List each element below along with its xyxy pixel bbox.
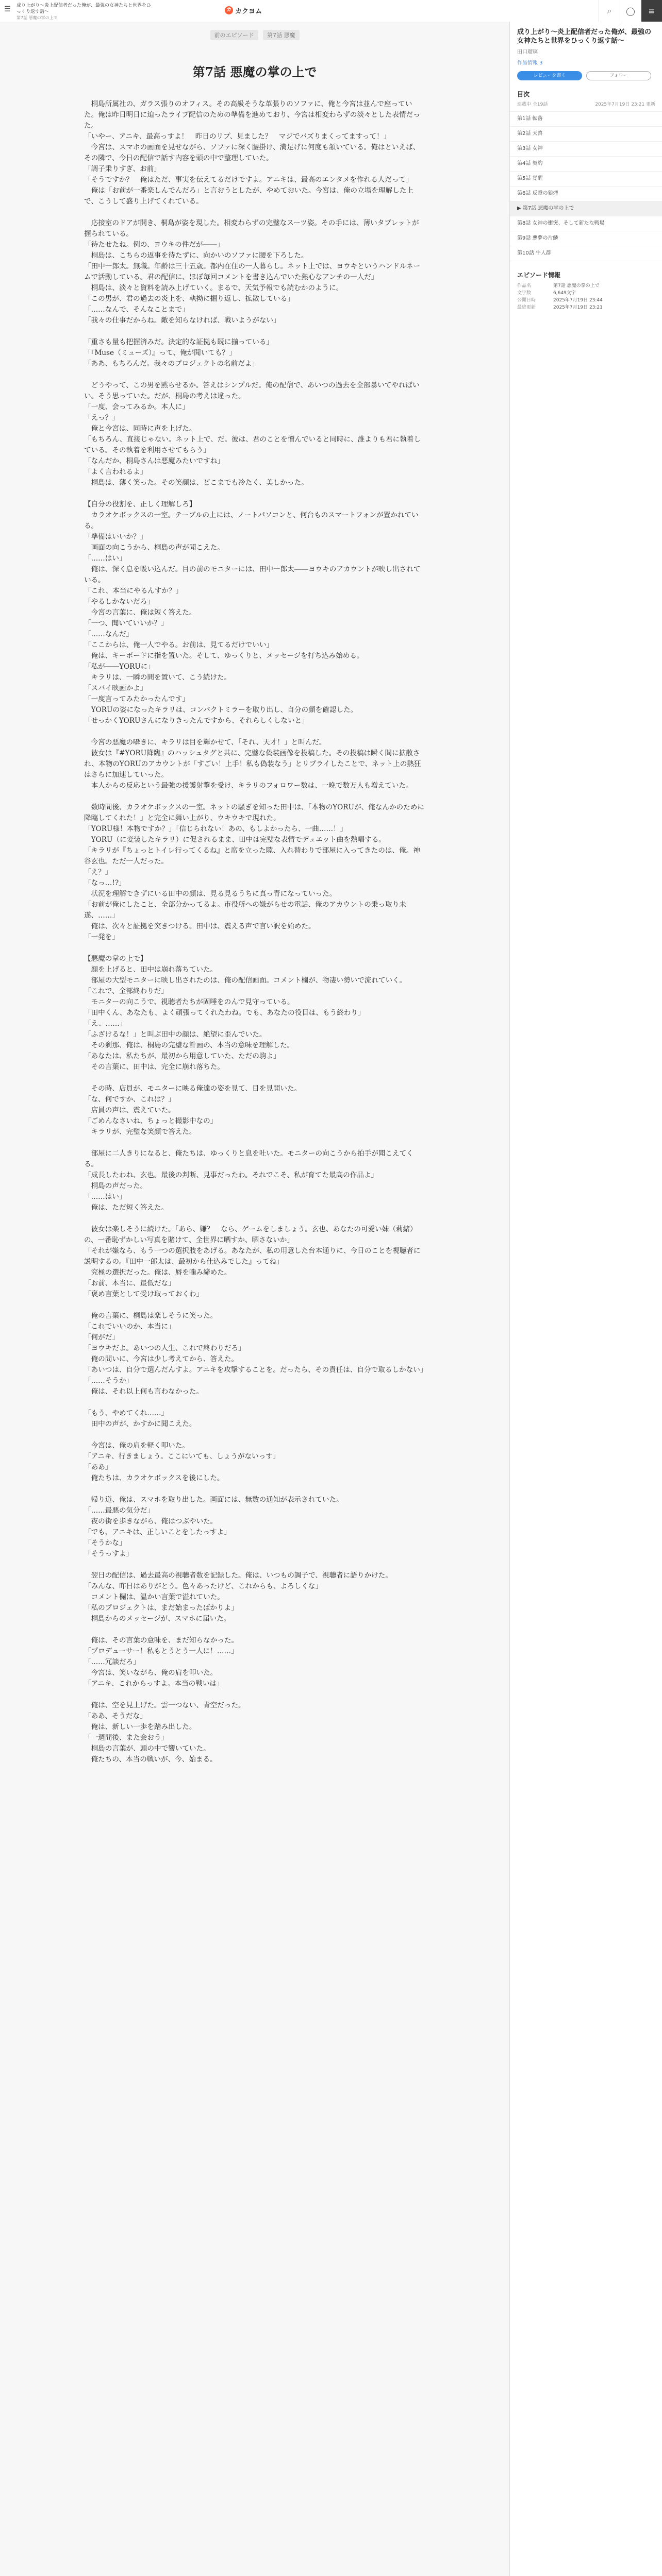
body-paragraph: 「……そうか」 [84,1377,134,1385]
toc-item[interactable]: 第1話 転落 [510,112,662,127]
body-paragraph: 究極の選択だった。俺は、唇を噛み締めた。 [84,1268,231,1277]
info-value: 第7話 悪魔の掌の上で [553,283,600,289]
sidebar [509,22,662,2576]
info-key: 作品名 [517,283,532,289]
body-paragraph: カラオケボックスの一室。テーブルの上には、ノートパソコンと、何台ものスマートフォンが置かれている。 [84,511,419,530]
breadcrumb [0,30,509,40]
body-paragraph: 「何がだ」 [84,1333,119,1342]
body-paragraph: キラリは、一瞬の間を置いて、こう続けた。 [84,673,231,682]
body-paragraph: 「な、何ですか、これは？」 [84,1095,175,1104]
blank-line [84,1397,425,1408]
body-paragraph: 桐島の言葉が、頭の中で響いていた。 [84,1744,210,1753]
body-paragraph: 「やるしかないだろ」 [84,598,154,606]
body-paragraph: 「……最悪の気分だ」 [84,1506,154,1515]
body-paragraph: 「そうですか？ 俺はただ、事実を伝えてるだけですよ。アニキは、最高のエンタメを作れる人だって」 [84,176,413,184]
body-paragraph: 「いやー、アニキ、最高っすよ！ 昨日のリプ、見ました？ マジでバズりまくってますって！」 [84,132,391,141]
body-paragraph: 「一週間後、また会おう」 [84,1734,169,1742]
body-paragraph: 「ああ、そうだな」 [84,1712,147,1720]
body-paragraph: 「お前、本当に、最低だな」 [84,1279,175,1287]
current-episode-label: 第7話 悪魔 [263,30,300,40]
blank-line [84,369,425,380]
body-paragraph: 「褒め言葉として受け取っておくわ」 [84,1290,204,1298]
body-paragraph: 俺は、空を見上げた。雲一つない、青空だった。 [84,1701,245,1709]
reading-area [0,22,509,2576]
list-icon[interactable]: ≡ [641,0,662,22]
body-paragraph: YORU（に変装したキラリ）に促されるまま、田中は完璧な表情でデュエット曲を熱唱する。 [84,836,386,844]
body-paragraph: 「ああ、もちろんだ。我々のプロジェクトの名前だよ」 [84,360,259,368]
body-paragraph: 「ああ」 [84,1463,112,1471]
body-paragraph: 田中の声が、かすかに聞こえた。 [84,1420,196,1428]
body-paragraph: 俺の問いに、今宮は少し考えてから、答えた。 [84,1355,239,1363]
info-value: 6,649文字 [553,291,576,296]
header-title-box[interactable] [16,3,153,21]
blank-line [84,1300,425,1311]
body-paragraph: 桐島の声だった。 [84,1182,147,1190]
body-paragraph: 【悪魔の掌の上で】 [84,955,147,963]
body-paragraph: 「あいつは、自分で選んだんすよ。アニキを攻撃することを。だったら、その責任は、自分で取るしかない」 [84,1366,427,1374]
body-paragraph: 「なっ…!?」 [84,879,126,887]
body-paragraph: 部屋に二人きりになると、俺たちは、ゆっくりと息を吐いた。モニターの向こうから拍手が聞こえてくる。 [84,1149,413,1168]
body-paragraph: 「待たせたね。例の、ヨウキの件だが――」 [84,241,224,249]
body-paragraph: その刹那、俺は、桐島の完璧な計画の、本当の意味を理解した。 [84,1041,294,1049]
site-logo[interactable] [225,5,262,15]
header-icons [599,0,662,22]
blank-line [84,1484,425,1495]
info-key: 文字数 [517,291,532,296]
toc-item[interactable]: 第4話 契約 [510,157,662,172]
body-paragraph: 俺と今宮は、同時に声を上げた。 [84,425,196,433]
body-paragraph: 「……なんだ」 [84,630,134,638]
blank-line [84,207,425,218]
blank-line [84,1213,425,1224]
body-paragraph: 俺は、その言葉の意味を、まだ知らなかった。 [84,1636,239,1645]
body-paragraph: 「それが嫌なら、もう一つの選択肢をあげる。あなたが、私の用意した台本通りに、今日のことを視聴者に説明するの。『田中一郎太は、最初から仕込みでした』ってね」 [84,1247,421,1266]
body-paragraph: 「ごめんなさいね、ちょっと撮影中なの」 [84,1117,218,1125]
body-paragraph: 「田中くん、あなたも、よく頑張ってくれたわね。でも、あなたの役目は、もう終わり」 [84,1009,365,1017]
follow-button[interactable]: フォロー [586,71,651,80]
body-paragraph: 帰り道、俺は、スマホを取り出した。画面には、無数の通知が表示されていた。 [84,1496,343,1504]
toc-item[interactable]: 第9話 悪夢の片鱗 [510,231,662,246]
body-paragraph: 桐島は、薄く笑った。その笑顔は、どこまでも冷たく、美しかった。 [84,479,308,487]
body-paragraph: 「えっ？」 [84,414,119,422]
body-paragraph: 俺は、それ以上何も言わなかった。 [84,1387,204,1396]
prev-episode-link[interactable]: 前のエピソード [210,30,258,40]
body-paragraph: 俺は、深く息を吸い込んだ。目の前のモニターには、田中一郎太――ヨウキのアカウントが映し出されている。 [84,565,421,584]
body-paragraph: 「もちろん、直接じゃない。ネット上で、だ。彼は、君のことを憎んでいると同時に、誰よりも君に執着している。その執着を利用させてもらう」 [84,435,421,454]
body-paragraph: 俺は、ただ短く答えた。 [84,1204,169,1212]
body-paragraph: 「プロデューサー！私もとうとう一人に！……」 [84,1647,238,1655]
body-paragraph: その時、店員が、モニターに映る俺達の姿を見て、目を見開いた。 [84,1084,302,1093]
body-paragraph: 「一発を」 [84,933,119,941]
body-paragraph: 「え、……」 [84,1020,127,1028]
body-paragraph: 「一度、会ってみるか。本人に」 [84,403,189,411]
body-paragraph: 俺は、新しい一歩を踏み出した。 [84,1723,196,1731]
logo-text: カクヨム [235,7,262,15]
blank-line [84,726,425,737]
menu-icon[interactable]: ☰ [4,5,11,13]
body-paragraph: 「YORU様！本物ですか？」「信じられない！あの、もしよかったら、一曲……！」 [84,825,347,833]
author-name[interactable]: 田口瑠璃 [517,49,538,55]
blank-line [84,1073,425,1083]
toc-item[interactable]: 第6話 反撃の狼煙 [510,187,662,201]
body-paragraph: 「成長したわね、玄也。最後の判断、見事だったわ。それでこそ、私が育てた最高の作品よ」 [84,1171,378,1179]
body-paragraph: 「……なんで、そんなことまで」 [84,306,189,314]
body-paragraph: 「そうっすよ」 [84,1550,134,1558]
body-paragraph: 状況を理解できずにいる田中の顔は、見る見るうちに真っ青になっていった。 [84,890,337,898]
body-paragraph: 今宮は、スマホの画面を見せながら、ソファに深く腰掛け、満足げに何度も頷いている。俺はといえば、その隣で、今日の配信で話す内容を頭の中で整理していた。 [84,143,420,162]
sidebar-actions [517,71,655,80]
body-paragraph: 桐島は、こちらの返事を待たずに、向かいのソファに腰を下ろした。 [84,251,308,260]
blank-line [84,791,425,802]
body-paragraph: 「ここからは、俺一人でやる。お前は、見てるだけでいい」 [84,641,274,649]
body-paragraph: 「……はい」 [84,554,126,563]
body-paragraph: 翌日の配信は、過去最高の視聴者数を記録した。俺は、いつもの調子で、視聴者に語りかけた。 [84,1571,392,1580]
body-paragraph: 俺は「お前が一番楽しんでんだろ」と言おうとしたが、やめておいた。今宮は、俺の立場を理解した上で、こうして盛り上げてくれている。 [84,187,413,206]
body-paragraph: 「そうかな」 [84,1539,126,1547]
body-paragraph: 「この男が、君の過去の炎上を、執拗に掘り返し、拡散している」 [84,295,294,303]
blank-line [84,1560,425,1570]
body-paragraph: モニターの向こうで、視聴者たちが固唾をのんで見守っている。 [84,998,294,1006]
info-key: 公開日時 [517,298,536,303]
info-row [517,282,655,290]
toc-item[interactable]: 第5話 覚醒 [510,172,662,187]
body-paragraph: 「これで、全部終わりだ」 [84,987,168,995]
body-paragraph: 夜の街を歩きながら、俺はつぶやいた。 [84,1517,218,1526]
body-paragraph: 「……冗談だろ」 [84,1658,140,1666]
body-paragraph: 「これでいいのか、本当に」 [84,1323,175,1331]
toc-title: 目次 [517,91,530,98]
body-paragraph: YORUの姿になったキラリは、コンパクトミラーを取り出し、自分の顔を確認した。 [84,706,358,714]
body-paragraph: 今宮の言葉に、俺は短く答えた。 [84,608,196,617]
info-row [517,297,655,304]
blank-line [84,326,425,337]
body-paragraph: その言葉に、田中は、完全に崩れ落ちた。 [84,1063,224,1071]
blank-line [84,1689,425,1700]
body-paragraph: 「お前が俺にしたこと、全部分かってるよ。市役所への嫌がらせの電話、俺のアカウントの乗っ取り未遂、……」 [84,901,406,920]
body-paragraph: 今宮は、笑いながら、俺の肩を叩いた。 [84,1669,218,1677]
body-paragraph: 桐島所属社の、ガラス張りのオフィス。その高級そうな革張りのソファに、俺と今宮は並んで座っていた。俺は昨日明日に迫ったライブ配信のための準備を進めており、今宮は相変わらずの淡々とした表情だった。 [84,100,420,130]
body-paragraph: 「『Muse（ミューズ）』って、俺が聞いても？」 [84,349,236,357]
body-paragraph: 俺は、次々と証拠を突きつける。田中は、震える声で言い訳を始めた。 [84,922,316,930]
body-paragraph: 本人からの反応という最強の援護射撃を受け、キラリのフォロワー数は、一晩で数万人も増えていた。 [84,782,413,790]
body-paragraph: 「重さも量も把握済みだ。決定的な証拠も既に揃っている」 [84,338,274,346]
body-paragraph: 「みんな、昨日はありがとう。色々あったけど、これからも、よろしくな」 [84,1582,323,1590]
body-paragraph: コメント欄は、温かい言葉で溢れていた。 [84,1593,224,1601]
blank-line [84,1624,425,1635]
body-paragraph: 彼女は『#YORU降臨』のハッシュタグと共に、完璧な偽装画像を投稿した。その投稿は瞬く間に拡散され、本物のYORUのアカウントが「すごい！上手！私も偽装なう」とリプライしたことで、ネット上の熱狂はさらに加速していった。 [84,749,421,779]
body-paragraph: 応接室のドアが開き、桐島が姿を現した。相変わらずの完璧なスーツ姿。その手には、薄いタブレットが握られている。 [84,219,419,238]
toc-status: 連載中 全19話 [517,102,548,107]
body-paragraph: 顔を上げると、田中は崩れ落ちていた。 [84,965,218,974]
body-paragraph: 「よく言われるよ」 [84,468,147,476]
episode-body [84,99,425,1765]
body-paragraph: 「私が――YORUに」 [84,663,155,671]
body-paragraph: 「ふざけるな！」と叫ぶ田中の顔は、絶望に歪んでいた。 [84,1030,267,1039]
body-paragraph: 「あなたは、私たちが、最初から用意していた、ただの駒よ」 [84,1052,280,1060]
body-paragraph: 「アニキ、これからっすよ。本当の戦いは」 [84,1680,224,1688]
work-title[interactable]: 成り上がり～炎上配信者だった俺が、最強の女神たちと世界をひっくり返す話～ [517,28,652,45]
blank-line [84,943,425,954]
body-paragraph: 「もう、やめてくれ……」 [84,1409,169,1417]
body-paragraph: 画面の向こうから、桐島の声が聞こえた。 [84,544,224,552]
episode-info-title: エピソード情報 [517,272,561,279]
body-paragraph: 桐島は、淡々と資料を読み上げていく。まるで、天気予報でも読むかのように。 [84,284,343,292]
body-paragraph: 「一度言ってみたかったんです」 [84,695,189,703]
body-paragraph: 「田中一郎太。無職。年齢は三十五歳。都内在住の一人暮らし。ネット上では、ヨウキというハンドルネームで活動している。君の配信に、ほぼ毎回コメントを書き込んでいた熱心なアンチの一人だ」 [84,262,421,281]
body-paragraph: 部屋の大型モニターに映し出されたのは、俺の配信画面。コメント欄が、物凄い勢いで流れていく。 [84,976,407,985]
body-paragraph: 「調子乗りすぎ、お前」 [84,165,161,173]
toc-item[interactable]: 第10話 牛人群 [510,246,662,261]
episode-title: 第7話 悪魔の掌の上で [192,64,317,79]
work-info-link[interactable]: 作品情報 3 [517,60,543,66]
body-paragraph: 「キラリが『ちょっとトイレ行ってくるね』と席を立った隙、入れ替わりで部屋に入ってきたのは、俺。神谷玄也。ただ一人だった。 [84,846,420,866]
body-paragraph: 「……はい」 [84,1193,126,1201]
body-paragraph: 「これ、本当にやるんすか？」 [84,587,183,595]
body-paragraph: 「私のプロジェクトは、まだ始まったばかりよ」 [84,1604,238,1612]
episode-list [510,111,662,261]
info-value: 2025年7月19日 23:44 [553,298,603,303]
toc-item[interactable]: ▶ 第7話 悪魔の掌の上で [510,201,662,216]
top-header [0,0,662,22]
body-paragraph: 「一つ、聞いていいか？」 [84,619,168,628]
info-row [517,304,655,311]
body-paragraph: 俺は、キーボードに指を置いた。そして、ゆっくりと、メッセージを打ち込み始める。 [84,652,364,660]
body-paragraph: 「え？」 [84,868,112,876]
toc-header [517,101,655,108]
body-paragraph: 「アニキ、行きましょう。ここにいても、しょうがないっす」 [84,1452,280,1461]
body-paragraph: 数時間後、カラオケボックスの一室。ネットの騒ぎを知った田中は、「本物のYORUが、俺なんかのために降臨してくれた！」と完全に舞い上がり、ウキウキで現れた。 [84,803,424,822]
body-paragraph: 【自分の役割を、正しく理解しろ】 [84,500,196,509]
body-paragraph: 「でも、アニキは、正しいことをしたっすよ」 [84,1528,231,1536]
body-paragraph: どうやって、この男を黙らせるか。答えはシンプルだ。俺の配信で、あいつの過去を全部暴いてやればいい。そう思っていた。だが、桐島の考えは違った。 [84,381,420,400]
body-paragraph: 桐島からのメッセージが、スマホに届いた。 [84,1615,231,1623]
header-episode-title: 第7話 悪魔の掌の上で [16,15,58,20]
body-paragraph: 俺の言葉に、桐島は楽しそうに笑った。 [84,1312,218,1320]
toc-item[interactable]: 第8話 女神の衝突、そして新たな戦場 [510,216,662,231]
body-paragraph: 「なんだか、桐島さんは悪魔みたいですね」 [84,457,224,465]
body-paragraph: 彼女は楽しそうに続けた。「あら、嫌？ なら、ゲームをしましょう。玄也、あなたの可愛い妹（莉緒）の、一番恥ずかしい写真を賭けて、全世界に晒すか、晒さないか」 [84,1225,417,1244]
body-paragraph: 今宮の悪魔の囁きに、キラリは目を輝かせて、「それ、天才！」と叫んだ。 [84,738,326,747]
user-icon[interactable]: ◯ [620,0,641,22]
toc-item[interactable]: 第3話 女神 [510,142,662,157]
body-paragraph: 店員の声は、震えていた。 [84,1106,175,1114]
toc-item[interactable]: 第2話 天啓 [510,127,662,142]
episode-info [517,282,655,311]
body-paragraph: 「我々の仕事だからね。敵を知らなければ、戦いようがない」 [84,316,280,325]
blank-line [84,488,425,499]
body-paragraph: キラリが、完璧な笑顔で答えた。 [84,1128,196,1136]
body-paragraph: 今宮は、俺の肩を軽く叩いた。 [84,1442,189,1450]
body-paragraph: 「スバイ映画かよ」 [84,684,147,692]
logo-mark: カ [225,6,233,14]
body-paragraph: 俺たちの、本当の戦いが、今、始まる。 [84,1755,217,1764]
search-icon[interactable]: ⌕ [599,0,620,22]
info-value: 2025年7月19日 23:21 [553,305,603,310]
body-paragraph: 俺たちは、カラオケボックスを後にした。 [84,1474,224,1482]
info-row [517,290,655,297]
blank-line [84,1138,425,1148]
review-button[interactable]: レビューを書く [517,71,582,80]
body-paragraph: 「準備はいいか？」 [84,533,147,541]
body-paragraph: 「せっかくYORUさんになりきったんですから、それらしくしないと」 [84,717,309,725]
info-key: 最終更新 [517,305,536,310]
header-work-title[interactable]: 成り上がり～炎上配信者だった俺が、最強の女神たちと世界をひっくり返す話～ [16,3,152,14]
toc-updated: 2025年7月19日 23:21 更新 [595,102,655,107]
body-paragraph: 「ヨウキだよ。あいつの人生、これで終わりだろ」 [84,1344,245,1352]
blank-line [84,1430,425,1440]
